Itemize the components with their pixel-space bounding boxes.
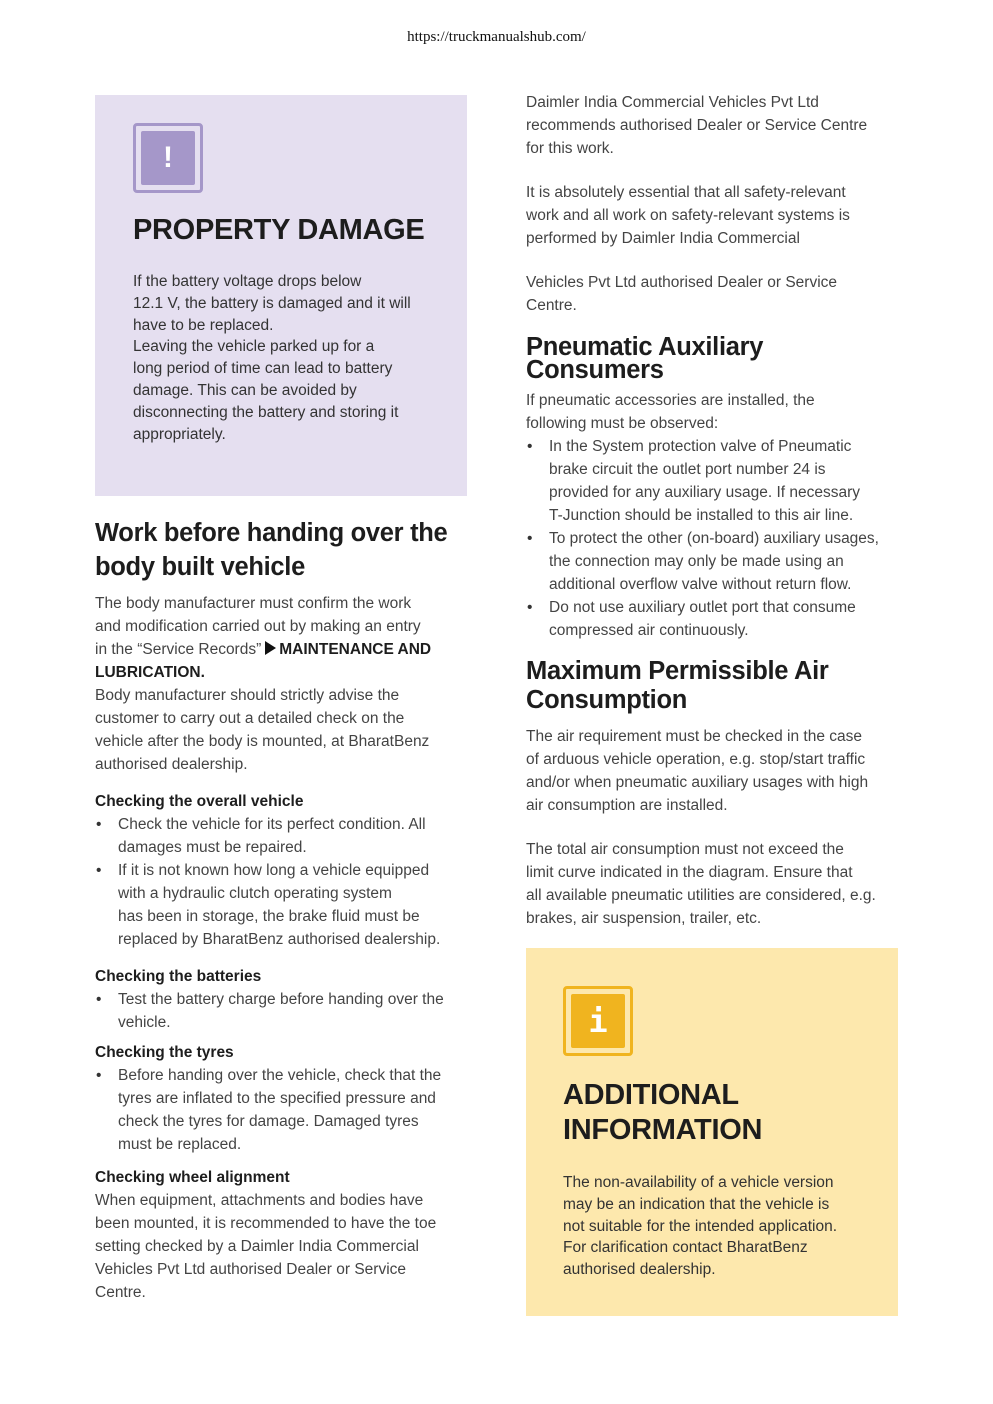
title-line: Consumption (526, 686, 688, 714)
info-glyph: i (571, 994, 625, 1048)
text-line: limit curve indicated in the diagram. Ensure that (526, 864, 853, 881)
text-line: setting checked by a Daimler India Commercial (95, 1238, 419, 1255)
property-damage-callout (95, 95, 467, 496)
text-line: Check the vehicle for its perfect condition. All (118, 816, 426, 833)
text-line: It is absolutely essential that all safety-relevant (526, 184, 846, 201)
intro-paragraph (95, 592, 467, 684)
callout-title: PROPERTY DAMAGE (133, 214, 425, 246)
pneumatic-list (526, 435, 898, 642)
left-column (95, 95, 467, 1304)
text-line: long period of time can lead to battery (133, 360, 393, 378)
text-line: the connection may only be made using an (549, 553, 844, 570)
text-line: not suitable for the intended application. (563, 1217, 838, 1235)
text-line: vehicle. (118, 1014, 171, 1031)
text-line: damage. This can be avoided by (133, 381, 357, 399)
exclamation-icon (133, 123, 203, 193)
right-column (526, 91, 898, 1316)
pneumatic-title (526, 333, 898, 384)
text-line: If it is not known how long a vehicle equipped (118, 862, 430, 879)
text-line: has been in storage, the brake fluid must be (118, 908, 420, 925)
text-line: The air requirement must be checked in the case (526, 728, 863, 745)
title-line: ADDITIONAL (563, 1079, 739, 1111)
text-line: replaced by BharatBenz authorised dealership. (118, 931, 441, 948)
text-line: When equipment, attachments and bodies have (95, 1192, 424, 1209)
air-paragraph-1 (526, 725, 898, 817)
title-line: Work before handing over the (95, 519, 448, 547)
list-item (95, 1064, 467, 1156)
list-item (95, 813, 467, 859)
text-line: 12.1 V, the battery is damaged and it will (133, 294, 411, 312)
text-line: Vehicles Pvt Ltd authorised Dealer or Service (526, 274, 838, 291)
list-item (526, 596, 898, 642)
text-line: for this work. (526, 140, 614, 157)
text-line: brake circuit the outlet port number 24 is (549, 461, 826, 478)
recommend-paragraph (526, 91, 898, 160)
text-line: Daimler India Commercial Vehicles Pvt Ltd (526, 94, 819, 111)
text-line: Do not use auxiliary outlet port that consume (549, 599, 856, 616)
text-line: Centre. (526, 297, 577, 314)
text-line: compressed air continuously. (549, 622, 749, 639)
info-icon (563, 986, 633, 1056)
text-line: Vehicles Pvt Ltd authorised Dealer or Service (95, 1261, 407, 1278)
text-line: of arduous vehicle operation, e.g. stop/start traffic (526, 751, 866, 768)
text-line: Leaving the vehicle parked up for a (133, 338, 375, 356)
vehicles-paragraph (526, 271, 898, 317)
text-line: Test the battery charge before handing over the (118, 991, 444, 1008)
text-line: following must be observed: (526, 415, 719, 432)
text-line: in the “Service Records” (95, 641, 262, 658)
text-line: been mounted, it is recommended to have the toe (95, 1215, 437, 1232)
section-title (95, 516, 467, 584)
title-line: INFORMATION (563, 1114, 763, 1146)
text-line: check the tyres for damage. Damaged tyres (118, 1113, 419, 1130)
text-line: with a hydraulic clutch operating system (118, 885, 392, 902)
text-line: tyres are inflated to the specified pressure and (118, 1090, 436, 1107)
air-consumption-title (526, 657, 898, 715)
list-item (95, 859, 467, 951)
text-line: In the System protection valve of Pneumatic (549, 438, 852, 455)
cross-reference: MAINTENANCE AND (279, 641, 432, 658)
text-line: Centre. (95, 1284, 146, 1301)
text-line: damages must be repaired. (118, 839, 307, 856)
title-line: Consumers (526, 356, 664, 384)
text-line: The total air consumption must not exceed the (526, 841, 844, 858)
text-line: appropriately. (133, 425, 226, 443)
text-line: The body manufacturer must confirm the work (95, 595, 412, 612)
exclamation-glyph: ! (141, 131, 195, 185)
title-line: body built vehicle (95, 553, 305, 581)
list-item (95, 988, 467, 1034)
subheading-wheel-alignment: Checking wheel alignment (95, 1169, 290, 1186)
additional-information-callout (526, 948, 898, 1316)
alignment-paragraph (95, 1189, 467, 1304)
air-paragraph-2 (526, 838, 898, 930)
callout-text (563, 1172, 861, 1281)
text-line: may be an indication that the vehicle is (563, 1195, 830, 1213)
text-line: Body manufacturer should strictly advise the (95, 687, 400, 704)
title-line: Maximum Permissible Air (526, 657, 829, 685)
text-line: customer to carry out a detailed check on the (95, 710, 405, 727)
text-line: T-Junction should be installed to this air line. (549, 507, 854, 524)
text-line: If the battery voltage drops below (133, 273, 362, 290)
list-item (526, 435, 898, 527)
triangle-arrow-icon (265, 641, 276, 655)
text-line: provided for any auxiliary usage. If necessary (549, 484, 861, 501)
text-line: have to be replaced. (133, 316, 274, 334)
text-line: additional overflow valve without return flow. (549, 576, 852, 593)
text-line: To protect the other (on-board) auxiliary usages, (549, 530, 879, 547)
subheading-overall-vehicle: Checking the overall vehicle (95, 793, 304, 810)
essential-paragraph (526, 181, 898, 250)
text-line: disconnecting the battery and storing it (133, 403, 399, 421)
text-line: must be replaced. (118, 1136, 242, 1153)
text-line: authorised dealership. (95, 756, 248, 773)
batteries-list (95, 988, 467, 1034)
text-line: all available pneumatic utilities are considered, e.g. (526, 887, 876, 904)
tyres-list (95, 1064, 467, 1156)
text-line: work and all work on safety-relevant systems is (526, 207, 850, 224)
text-line: If pneumatic accessories are installed, the (526, 392, 815, 409)
pneumatic-intro (526, 389, 898, 435)
text-line: brakes, air suspension, trailer, etc. (526, 910, 762, 927)
callout-title (563, 1078, 861, 1148)
text-line: and/or when pneumatic auxiliary usages with high (526, 774, 869, 791)
advice-paragraph (95, 684, 467, 776)
text-line: The non-availability of a vehicle version (563, 1174, 834, 1191)
text-line: Before handing over the vehicle, check that the (118, 1067, 442, 1084)
header-url: https://truckmanualshub.com/ (407, 29, 586, 45)
text-line: air consumption are installed. (526, 797, 728, 814)
text-line: For clarification contact BharatBenz (563, 1239, 808, 1257)
text-line: authorised dealership. (563, 1261, 716, 1279)
subheading-batteries: Checking the batteries (95, 968, 262, 985)
list-item (526, 527, 898, 596)
text-line: and modification carried out by making an entry (95, 618, 421, 635)
cross-reference: LUBRICATION. (95, 664, 205, 681)
callout-text (133, 271, 429, 445)
subheading-tyres: Checking the tyres (95, 1044, 234, 1061)
text-line: vehicle after the body is mounted, at BharatBenz (95, 733, 430, 750)
title-line: Pneumatic Auxiliary (526, 333, 764, 361)
text-line: performed by Daimler India Commercial (526, 230, 800, 247)
text-line: recommends authorised Dealer or Service Centre (526, 117, 868, 134)
overall-vehicle-list (95, 813, 467, 951)
